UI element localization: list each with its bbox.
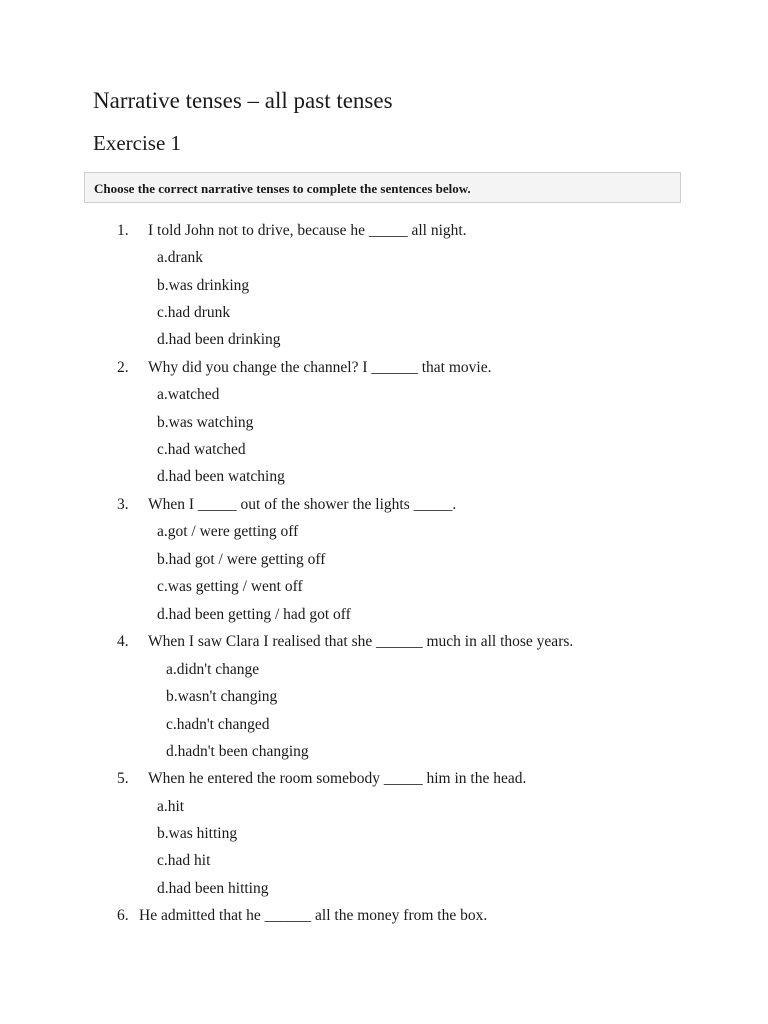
question-text: When I _____ out of the shower the lights _____. [148, 496, 457, 513]
option-d: d.had been watching [157, 468, 285, 485]
question-number: 3. [117, 496, 129, 513]
option-d: d.hadn't been changing [166, 743, 309, 760]
option-c: c.had drunk [157, 304, 231, 321]
question-number: 6. [117, 907, 129, 924]
question-number: 5. [117, 770, 129, 787]
option-b: b.wasn't changing [166, 688, 278, 705]
option-b: b.was watching [157, 414, 254, 431]
instruction-box [84, 172, 681, 203]
question-number: 4. [117, 633, 129, 650]
question-text: When I saw Clara I realised that she ______ much in all those years. [148, 633, 574, 650]
page-title: Narrative tenses – all past tenses [93, 88, 393, 113]
option-c: c.had watched [157, 441, 246, 458]
question-text: When he entered the room somebody _____ him in the head. [148, 770, 527, 787]
option-b: b.had got / were getting off [157, 551, 326, 568]
option-c: c.was getting / went off [157, 578, 303, 595]
option-d: d.had been drinking [157, 331, 281, 348]
question-text: I told John not to drive, because he _____ all night. [148, 222, 467, 239]
question-text: Why did you change the channel? I ______ that movie. [148, 359, 492, 376]
question-number: 2. [117, 359, 129, 376]
option-c: c.had hit [157, 852, 211, 869]
option-d: d.had been hitting [157, 880, 269, 897]
option-d: d.had been getting / had got off [157, 606, 351, 623]
exercise-heading: Exercise 1 [93, 131, 182, 155]
instruction-text: Choose the correct narrative tenses to complete the sentences below. [94, 181, 471, 196]
option-a: a.watched [157, 386, 220, 403]
option-a: a.didn't change [166, 661, 260, 678]
question-number: 1. [117, 222, 129, 239]
option-c: c.hadn't changed [166, 716, 270, 733]
option-a: a.drank [157, 249, 204, 266]
option-b: b.was hitting [157, 825, 238, 842]
option-a: a.hit [157, 798, 185, 815]
question-text: He admitted that he ______ all the money from the box. [139, 907, 488, 924]
option-a: a.got / were getting off [157, 523, 299, 540]
option-b: b.was drinking [157, 277, 250, 294]
